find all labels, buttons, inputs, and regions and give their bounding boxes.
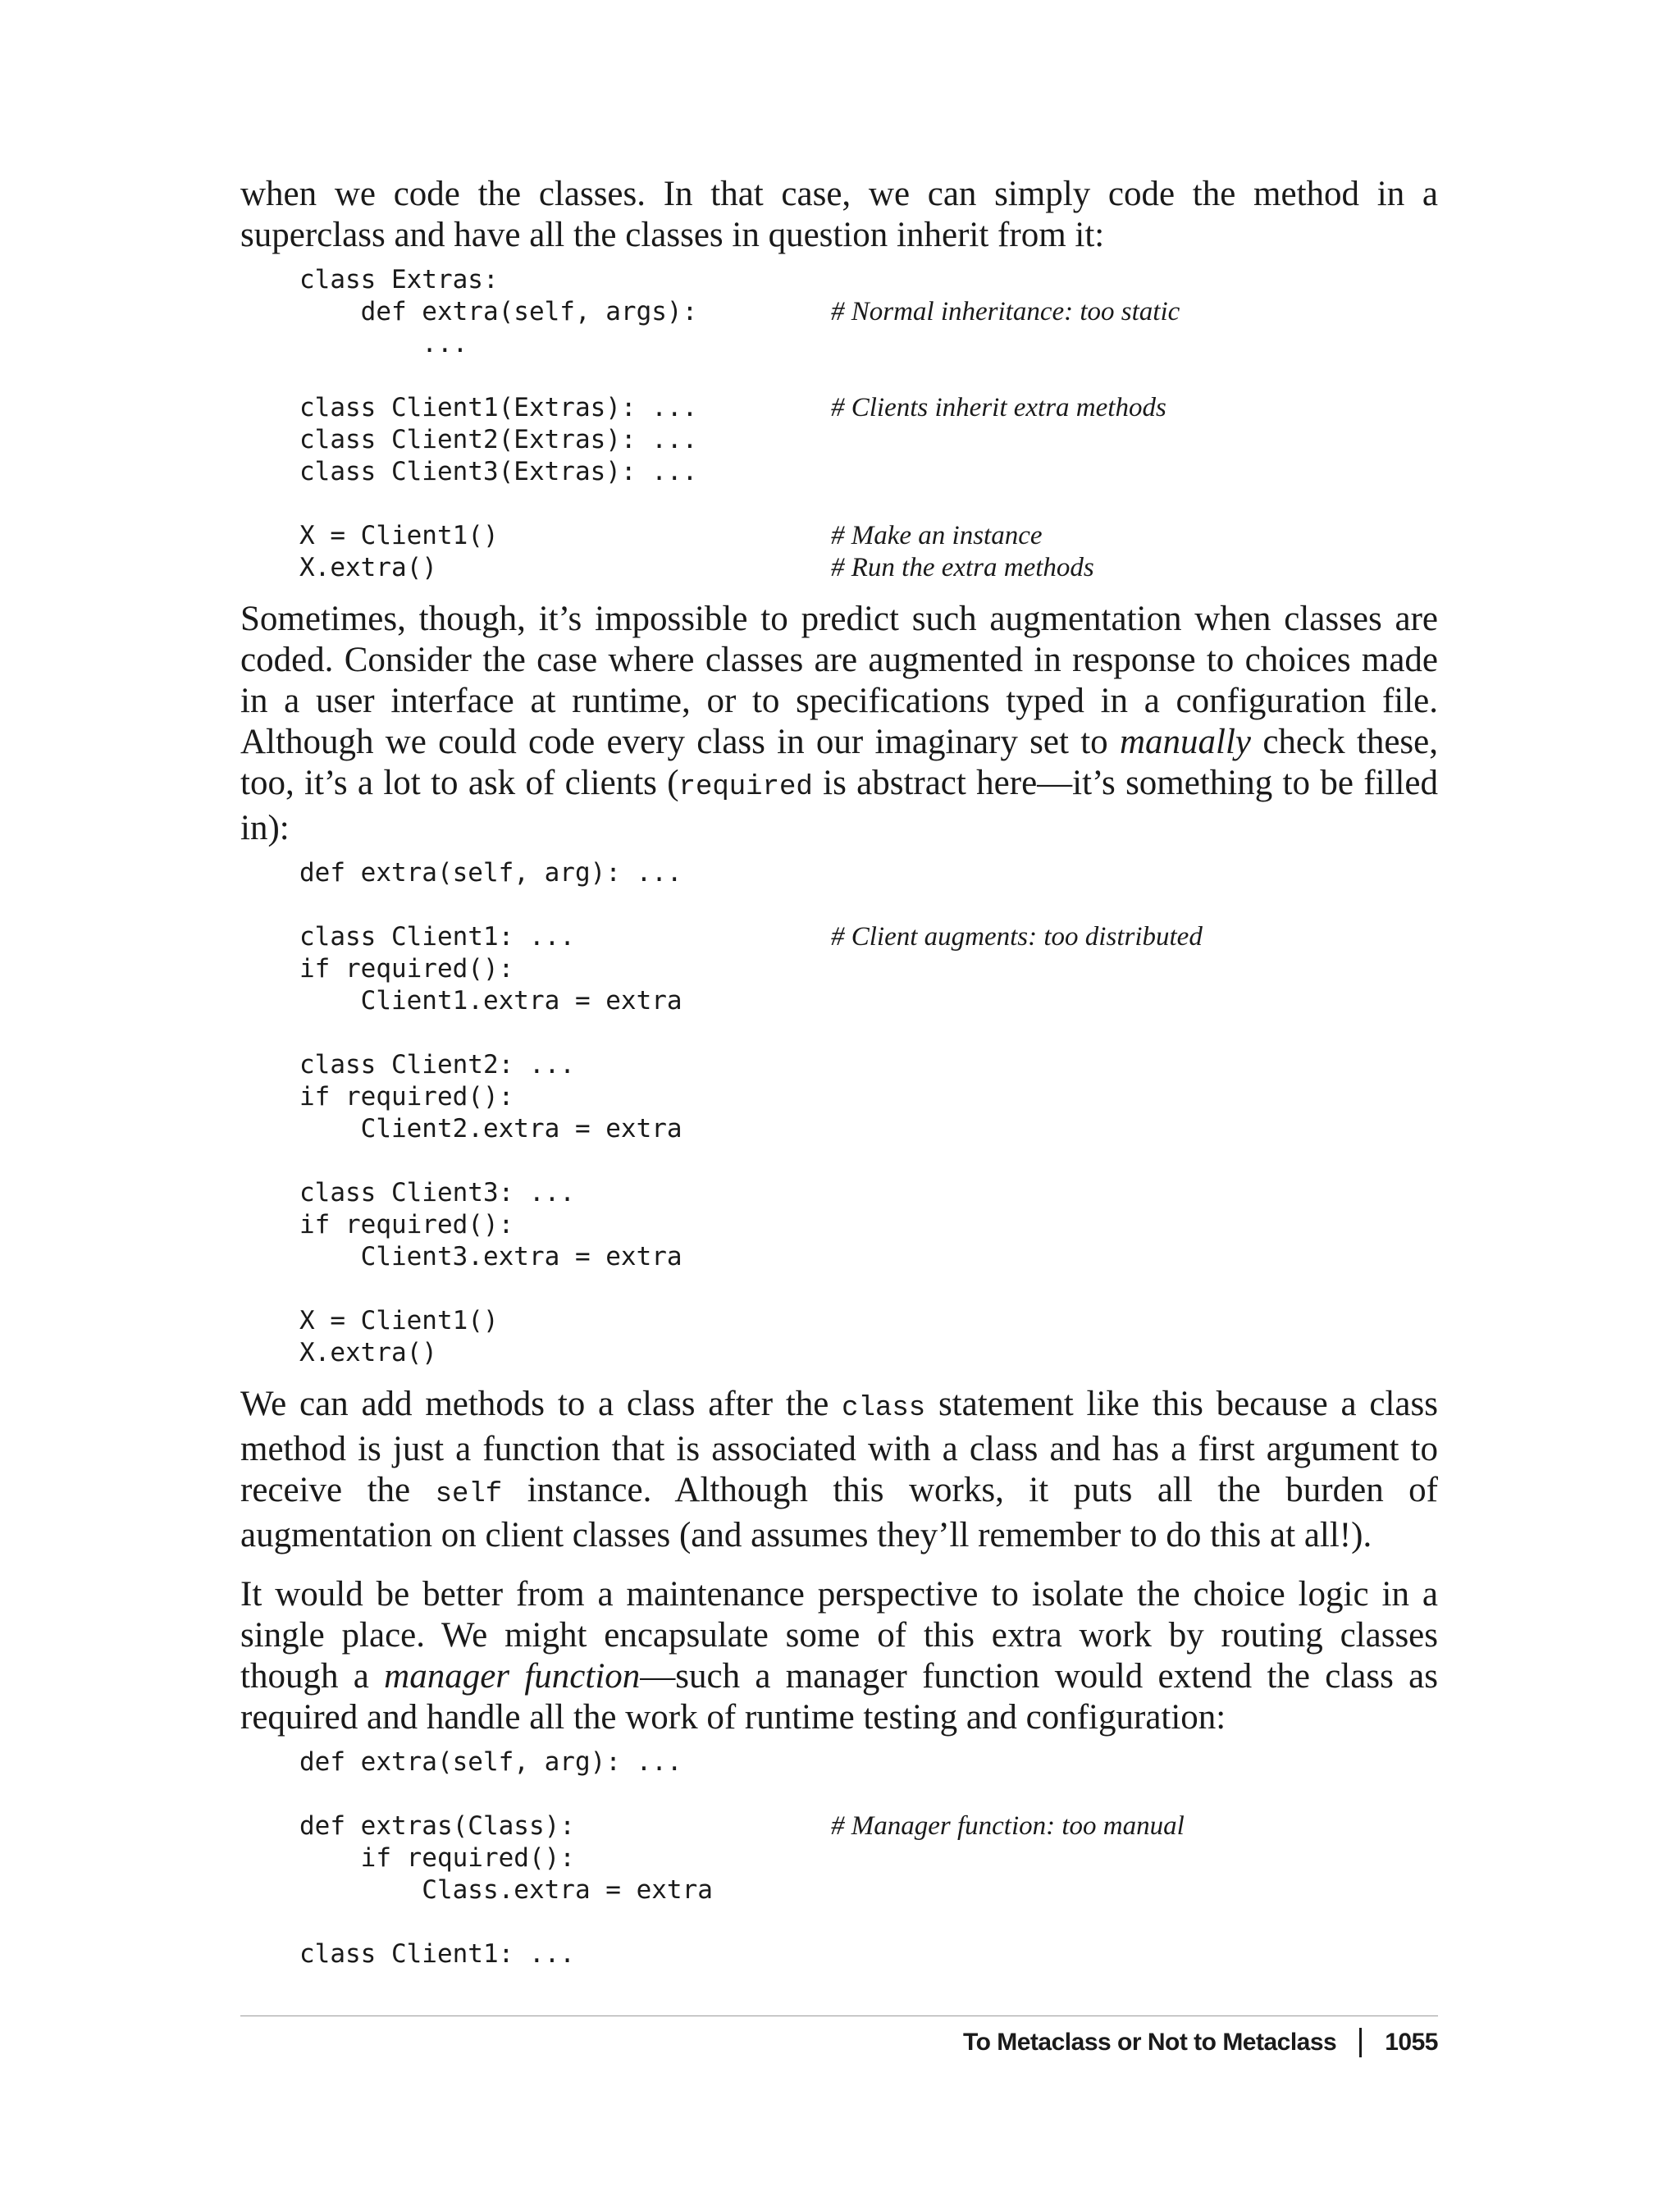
code-text: Class.extra = extra [299,1875,713,1905]
code-comment: # Make an instance [831,521,1043,550]
code-line [299,360,1438,392]
code-line [299,1273,1438,1305]
paragraph-text: statement like this because a class method is just a function that is associated with a class and has a first argument to receive the [240,1385,1438,1509]
code-block [240,264,1438,584]
code-text: class Client1: ... [299,1939,575,1969]
code-text: class Client1(Extras): ... [299,393,698,422]
page-footer [963,2028,1438,2057]
code-text: X.extra() [299,553,437,582]
page-number: 1055 [1385,2029,1438,2056]
code-comment: # Manager function: too manual [831,1811,1185,1841]
code-line [299,264,1438,296]
inline-code: required [678,772,813,803]
paragraph-text: —such a manager function would extend the class as required and handle all the work of runtime testing and configuration: [240,1657,1438,1737]
code-line [299,1906,1438,1938]
code-text: if required(): [299,954,514,984]
code-line [299,857,1438,889]
code-text: class Client3(Extras): ... [299,457,698,486]
code-text: def extra(self, arg): ... [299,858,682,888]
code-text: X = Client1() [299,521,499,550]
code-line [299,1810,1438,1842]
code-line [299,889,1438,921]
code-text: Client2.extra = extra [299,1114,682,1144]
code-line [299,328,1438,360]
code-text: class Client3: ... [299,1178,575,1208]
code-text: def extras(Class): [299,1811,575,1841]
code-line [299,1113,1438,1145]
running-footer-title: To Metaclass or Not to Metaclass [963,2029,1337,2056]
code-line [299,1778,1438,1810]
emphasis-text: manager function [384,1657,641,1696]
body-paragraph [240,1384,1438,1556]
code-line [299,552,1438,584]
code-text: if required(): [299,1082,514,1112]
code-line [299,1209,1438,1241]
code-block [240,1746,1438,1970]
code-line [299,921,1438,953]
code-line [299,1081,1438,1113]
code-block [240,857,1438,1369]
code-comment: # Run the extra methods [831,553,1094,582]
code-line [299,953,1438,985]
code-line [299,520,1438,552]
code-line [299,1049,1438,1081]
code-line [299,1874,1438,1906]
code-line [299,1145,1438,1177]
body-paragraph [240,599,1438,849]
code-text: X = Client1() [299,1306,499,1335]
code-text: Client1.extra = extra [299,986,682,1016]
code-text: class Client2: ... [299,1050,575,1080]
code-line [299,456,1438,488]
paragraph-text: It would be better from a maintenance perspective to isolate the choice logic in a single place. We might encapsulate some of this extra work by routing classes though a [240,1575,1438,1696]
paragraph-text: is abstract here—it’s something to be filled in): [240,764,1439,847]
code-line [299,1842,1438,1874]
code-text: if required(): [299,1843,575,1873]
inline-code: self [435,1479,503,1510]
code-line [299,1337,1438,1369]
paragraph-text: check these, too, it’s a lot to ask of clients ( [240,723,1438,802]
code-line [299,1938,1438,1970]
code-line [299,985,1438,1017]
code-comment: # Normal inheritance: too static [831,297,1180,326]
code-comment: # Client augments: too distributed [831,922,1203,952]
inline-code: class [842,1393,926,1424]
code-line [299,1241,1438,1273]
code-line [299,1177,1438,1209]
code-text: ... [299,329,468,358]
code-text: def extra(self, arg): ... [299,1747,682,1777]
code-line [299,488,1438,520]
code-line [299,296,1438,328]
code-line [299,1305,1438,1337]
body-paragraph [240,1574,1438,1738]
paragraph-text: We can add methods to a class after the [240,1385,842,1423]
code-text: class Client1: ... [299,922,575,952]
code-text: X.extra() [299,1338,437,1367]
page-content [240,174,1438,1970]
code-line [299,392,1438,424]
code-line [299,1017,1438,1049]
body-paragraph [240,174,1438,256]
code-comment: # Clients inherit extra methods [831,393,1166,422]
code-line [299,1746,1438,1778]
paragraph-text: Sometimes, though, it’s impossible to predict such augmentation when classes are coded. Consider the case where classes are augmented in response to choices made in a user interface at runtime, or to specifications typed in a configuration file. Although we could code every class in our imaginary set to [240,600,1438,761]
code-text: def extra(self, args): [299,297,698,326]
code-text: if required(): [299,1210,514,1239]
emphasis-text: manually [1119,723,1252,761]
code-line [299,424,1438,456]
footer-separator [1359,2028,1362,2057]
code-text: Client3.extra = extra [299,1242,682,1271]
paragraph-text: instance. Although this works, it puts all the burden of augmentation on client classes (and assumes they’ll remember to do this at all!). [240,1471,1438,1554]
code-text: class Client2(Extras): ... [299,425,698,454]
code-text: class Extras: [299,265,499,294]
paragraph-text: when we code the classes. In that case, we can simply code the method in a superclass and have all the classes in question inherit from it: [240,175,1438,254]
